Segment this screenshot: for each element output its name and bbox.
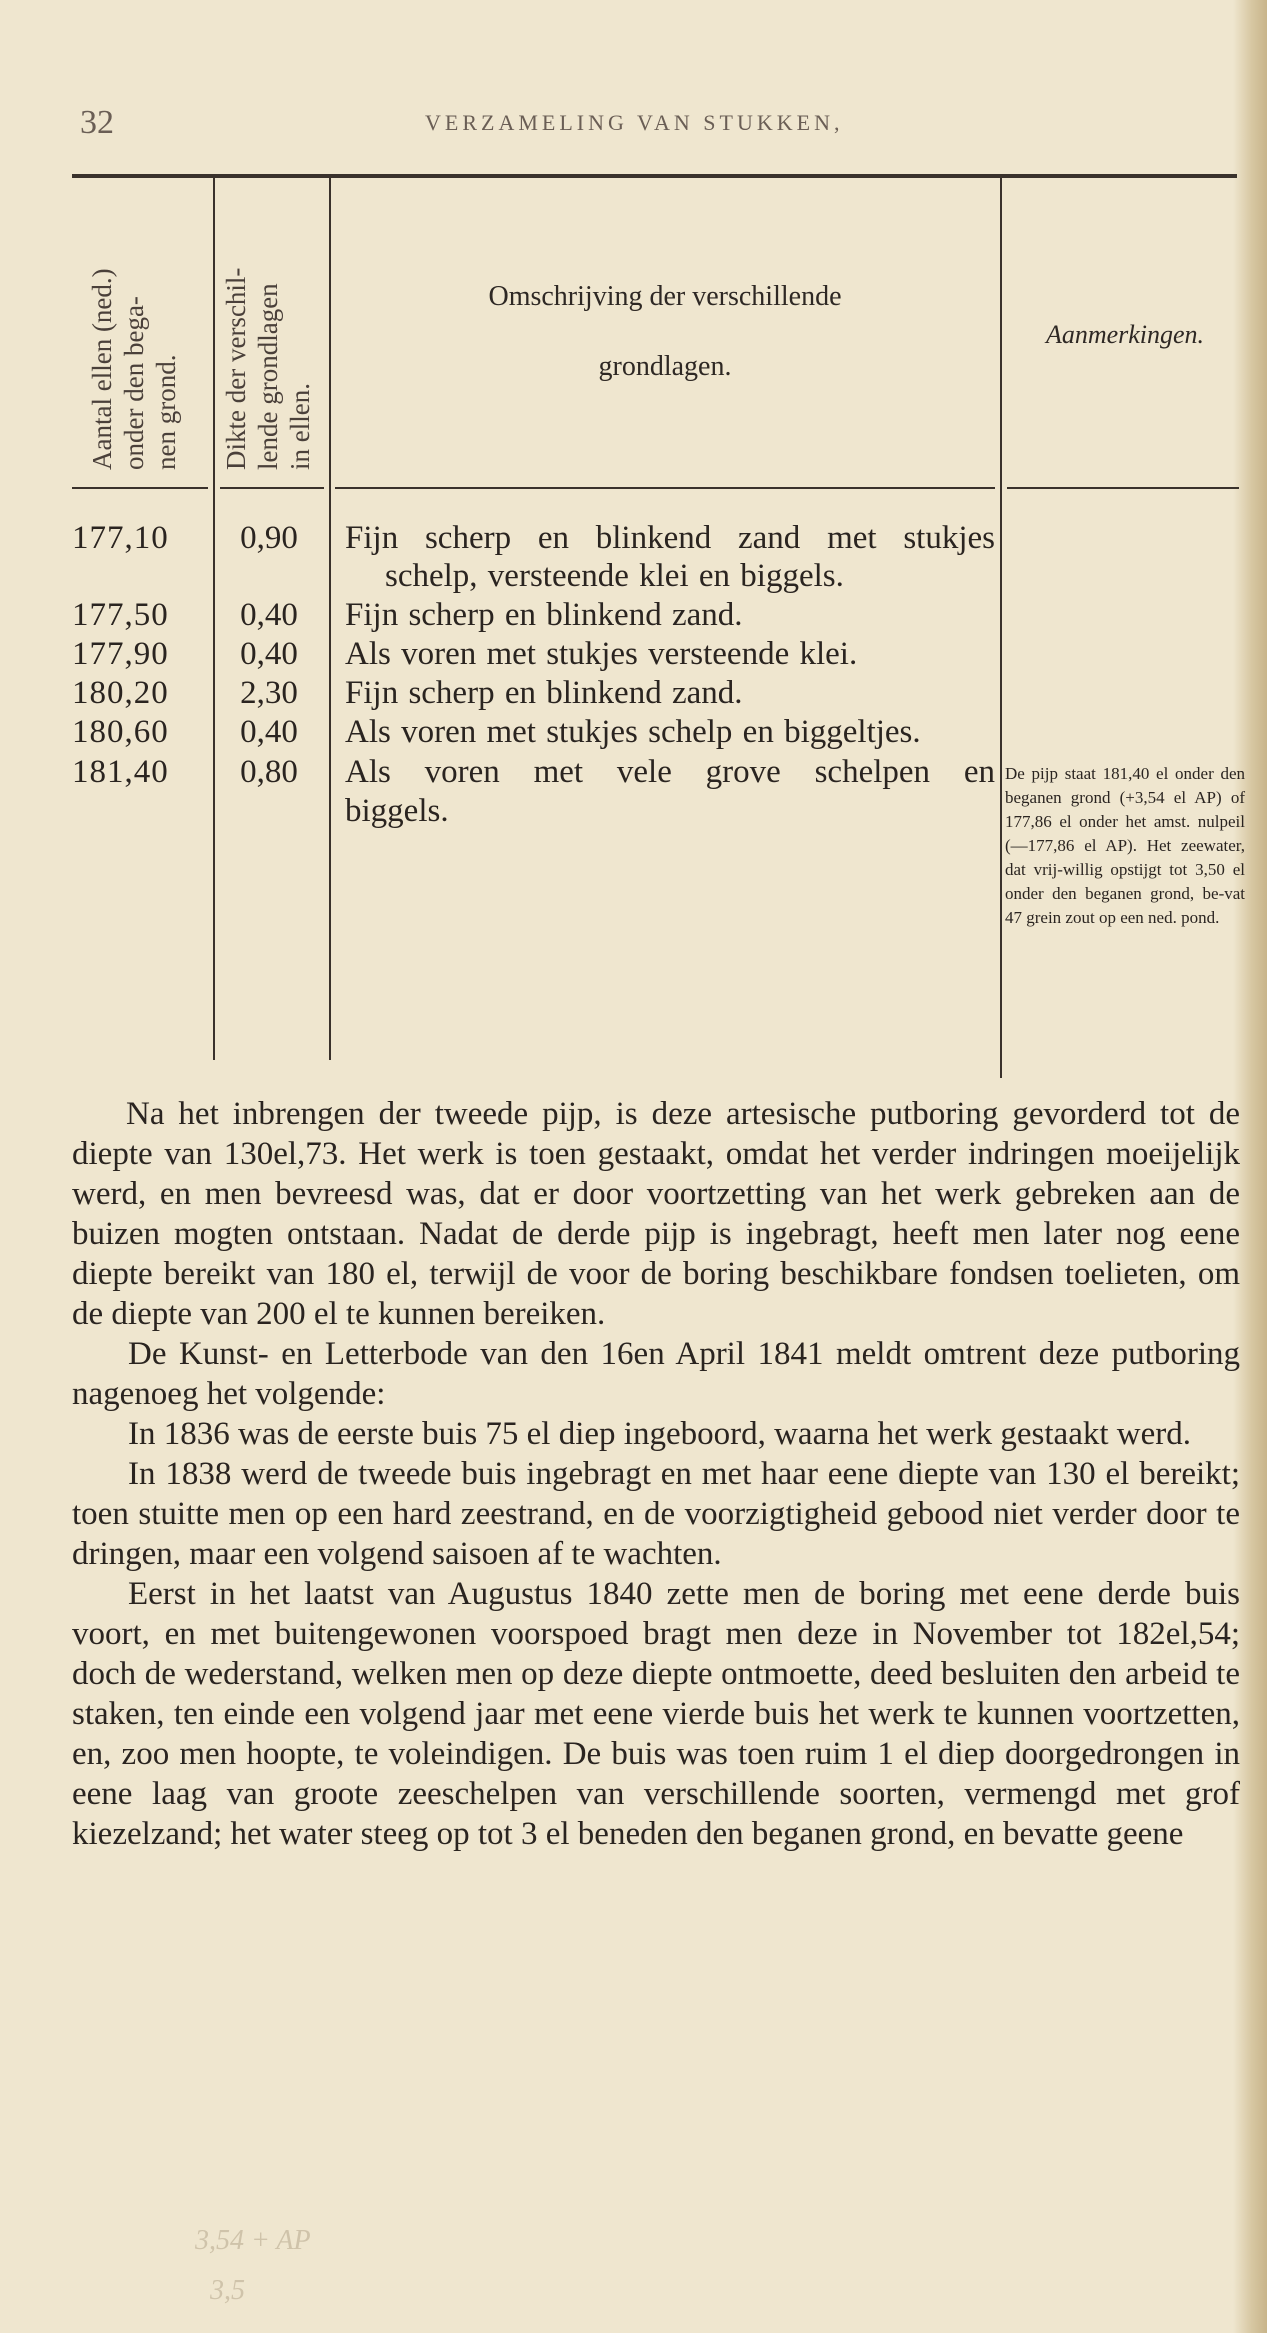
header-depth-line-3: nen grond. [151,354,181,470]
depth-cell: 177,90 [72,636,169,672]
description-cell: Als voren met stukjes versteende klei. [345,636,858,672]
depth-cell: 177,10 [72,520,169,556]
page-number: 32 [80,104,114,141]
table-row [0,636,1267,676]
header-depth-line-2: onder den bega- [119,296,149,470]
paragraph: Na het inbrengen der tweede pijp, is deze artesische putboring gevorderd tot de diepte van 130el,73. Het werk is toen gestaakt, omdat het verder indringen moeijelijk werd, en men bevreesd was, dat er door voortzetting van het werk gebreken aan de buizen mogten ontstaan. Nadat de derde pijp is ingebragt, heeft men later nog eene diepte bereikt van 180 el, terwijl de voor de boring beschikbare fondsen toelieten, om de diepte van 200 el te kunnen bereiken. [72,1096,1240,1332]
header-rule-2 [220,487,324,489]
table-row [0,714,1267,754]
description-cell: schelp, versteende klei en biggels. [385,558,844,594]
paragraph: In 1836 was de eerste buis 75 el diep ingeboord, waarna het werk gestaakt werd. [128,1416,1191,1452]
header-depth-line-1: Aantal ellen (ned.) [87,268,117,470]
depth-cell: 180,20 [72,675,169,711]
header-rule-3 [335,487,995,489]
table-top-rule [72,174,1237,178]
table-row [0,520,1267,560]
thickness-cell: 0,80 [240,754,298,790]
table-row [0,675,1267,715]
margin-note: 3,5 [210,2275,245,2306]
table-row-continuation [0,558,1267,598]
thickness-cell: 0,40 [240,597,298,633]
thickness-cell: 0,40 [240,636,298,672]
description-cell: Fijn scherp en blinkend zand. [345,675,743,711]
depth-cell: 177,50 [72,597,169,633]
header-description-line-1: Omschrijving der verschillende [488,281,842,312]
header-thickness-line-1: Dikte der verschil- [221,267,251,470]
depth-cell: 181,40 [72,754,169,790]
header-thickness-line-3: in ellen. [285,383,315,470]
header-thickness [220,185,316,470]
description-cell: biggels. [345,793,449,829]
header-thickness-line-2: lende grondlagen [253,283,283,470]
description-cell: Als voren met stukjes schelp en biggeltjes. [345,714,921,750]
description-cell: Als voren met vele grove schelpen en [345,754,995,790]
header-depth [86,185,182,470]
header-description [330,262,1000,402]
description-cell: Fijn scherp en blinkend zand. [345,597,743,633]
header-description-line-2: grondlagen. [598,351,732,382]
paragraph: In 1838 werd de tweede buis ingebragt en met haar eene diepte van 130 el bereikt; toen stuitte men op een hard zeestrand, en de voorzigtigheid gebood niet verder door te dringen, maar een volgend saisoen af te wachten. [72,1456,1240,1572]
table-row [0,597,1267,637]
header-remarks: Aanmerkingen. [1045,320,1205,349]
thickness-cell: 0,90 [240,520,298,556]
remark-note: De pijp staat 181,40 el onder den beganen grond (+3,54 el AP) of 177,86 el onder het amst. nulpeil (—177,86 el AP). Het zeewater, dat vrij-willig opstijgt tot 3,50 el onder den beganen grond, be-vat 47 grein zout op een ned. pond. [1005,764,1245,927]
body-text [72,1094,1240,1854]
description-cell: Fijn scherp en blinkend zand met stukjes [345,520,995,556]
thickness-cell: 0,40 [240,714,298,750]
thickness-cell: 2,30 [240,675,298,711]
running-title: VERZAMELING VAN STUKKEN, [425,110,844,135]
paragraph: De Kunst- en Letterbode van den 16en April 1841 meldt omtrent deze putboring nagenoeg het volgende: [72,1336,1240,1412]
header-rule-4 [1007,487,1239,489]
margin-note: 3,54 + AP [195,2225,311,2256]
paragraph: Eerst in het laatst van Augustus 1840 zette men de boring met eene derde buis voort, en met buitengewonen voorspoed bragt men deze in November tot 182el,54; doch de wederstand, welken men op deze diepte ontmoette, deed besluiten den arbeid te staken, ten einde een volgend jaar met eene vierde buis het werk te kunnen voortzetten, en, zoo men hoopte, te voleindigen. De buis was toen ruim 1 el diep doorgedrongen in eene laag van groote zeeschelpen van verschillende soorten, vermengd met grof kiezelzand; het water steeg op tot 3 el beneden den beganen grond, en bevatte geene [72,1576,1240,1852]
depth-cell: 180,60 [72,714,169,750]
header-rule-1 [72,487,208,489]
